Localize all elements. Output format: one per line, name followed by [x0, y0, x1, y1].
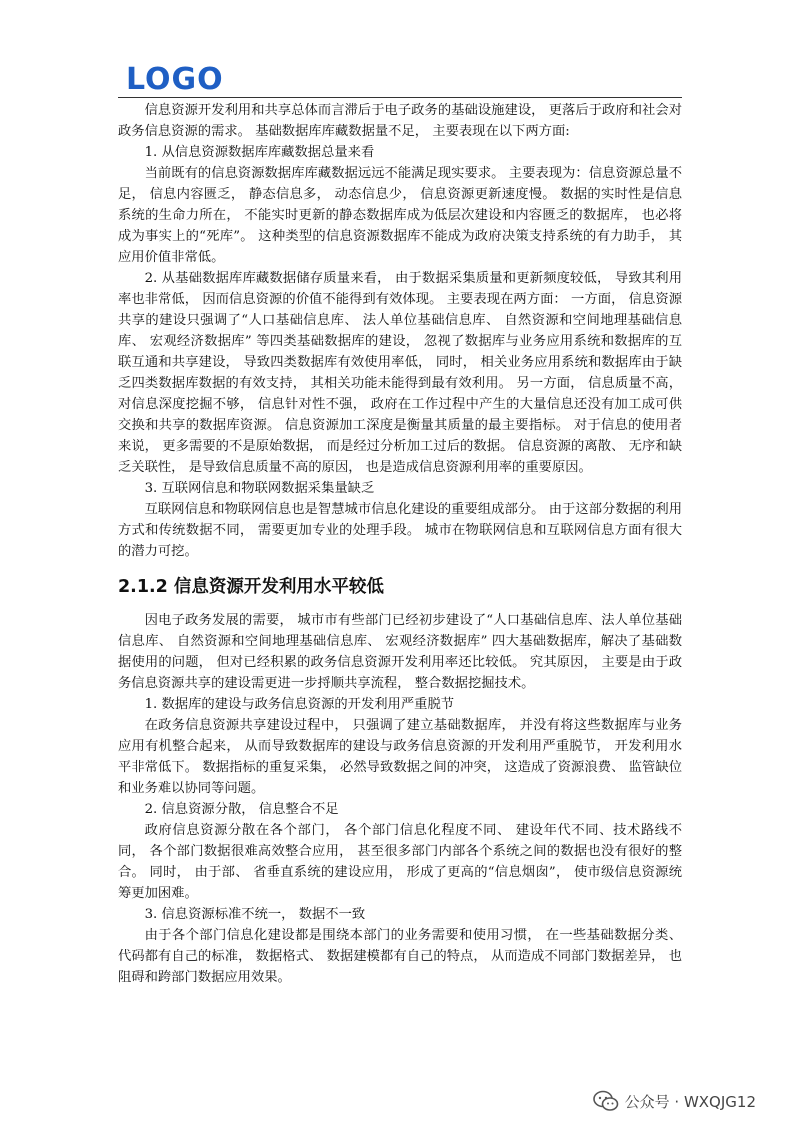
paragraph: 互联网信息和物联网信息也是智慧城市信息化建设的重要组成部分。 由于这部分数据的利用方式和传统数据不同， 需要更加专业的处理手段。 城市在物联网信息和互联网信息方面有很大的潜力可挖。 [118, 502, 682, 559]
list-item: 3. 互联网信息和物联网数据采集量缺乏 [144, 481, 375, 496]
header-rule [118, 97, 682, 98]
list-item: 1. 数据库的建设与政务信息资源的开发利用严重脱节 [144, 697, 455, 712]
paragraph: 因电子政务发展的需要， 城市市有些部门已经初步建设了“人口基础信息库、法人单位基础信息库、 自然资源和空间地理基础信息库、 宏观经济数据库” 四大基础数据库，解决了基础数据使用的问题， 但对已经积累的政务信息资源开发利用率还比较低。 究其原因， 主要是由于政务信息资源共享的建设需更进一步捋顺共享流程， 整合数据挖掘技术。 [118, 613, 682, 691]
document-body [118, 100, 682, 988]
list-item: 2. 信息资源分散， 信息整合不足 [144, 802, 339, 817]
watermark-text: 公众号 · WXQJG12 [624, 1092, 756, 1111]
paragraph: 在政务信息资源共享建设过程中， 只强调了建立基础数据库， 并没有将这些数据库与业务应用有机整合起来， 从而导致数据库的建设与政务信息资源的开发利用严重脱节， 开发利用水平非常低下。 数据指标的重复采集， 必然导致数据之间的冲突， 这造成了资源浪费、 监管缺位和业务难以协同等问题。 [118, 718, 682, 796]
paragraph: 由于各个部门信息化建设都是围绕本部门的业务需要和使用习惯， 在一些基础数据分类、 代码都有自己的标准， 数据格式、 数据建模都有自己的特点， 从而造成不同部门数据差异， 也阻碍和跨部门数据应用效果。 [118, 928, 682, 985]
wechat-icon [593, 1090, 619, 1112]
watermark [593, 1086, 756, 1116]
paragraph: 2. 从基础数据库库藏数据储存质量来看， 由于数据采集质量和更新频度较低， 导致其利用率也非常低， 因而信息资源的价值不能得到有效体现。 主要表现在两方面： 一方面， 信息资源共享的建设只强调了“人口基础信息库、 法人单位基础信息库、 自然资源和空间地理基础信息库、 宏观经济数据库” 等四类基础数据库的建设， 忽视了数据库与业务应用系统和数据库的互联互通和共享建设， 导致四类数据库有效使用率低， 同时， 相关业务应用系统和数据库由于缺乏四类数据库数据的有效支持， 其相关功能未能得到最有效利用。 另一方面， 信息质量不高， 对信息深度挖掘不够， 信息针对性不强， 政府在工作过程中产生的大量信息还没有加工成可供交换和共享的数据库资源。 信息资源加工深度是衡量其质量的最主要指标。 对于信息的使用者来说， 更多需要的不是原始数据， 而是经过分析加工过后的数据。 信息资源的离散、 无序和缺乏关联性， 是导致信息质量不高的原因， 也是造成信息资源利用率的重要原因。 [118, 271, 682, 475]
paragraph: 政府信息资源分散在各个部门， 各个部门信息化程度不同、 建设年代不同、技术路线不同， 各个部门数据很难高效整合应用， 甚至很多部门内部各个系统之间的数据也没有很好的整合。 同时， 由于部、 省垂直系统的建设应用， 形成了更高的“信息烟囱”， 使市级信息资源统筹更加困难。 [118, 823, 682, 901]
paragraph: 信息资源开发利用和共享总体而言滞后于电子政务的基础设施建设， 更落后于政府和社会对政务信息资源的需求。 基础数据库库藏数据量不足， 主要表现在以下两方面: [118, 103, 682, 139]
list-item: 1. 从信息资源数据库库藏数据总量来看 [144, 145, 375, 160]
section-heading: 2.1.2 信息资源开发利用水平较低 [118, 577, 384, 597]
paragraph: 当前既有的信息资源数据库库藏数据远远不能满足现实要求。 主要表现为：信息资源总量不足， 信息内容匮乏， 静态信息多， 动态信息少， 信息资源更新速度慢。 数据的实时性是信息系统的生命力所在， 不能实时更新的静态数据库成为低层次建设和内容匮乏的数据库， 也必将成为事实上的“死库”。 这种类型的信息资源数据库不能成为政府决策支持系统的有力助手， 其应用价值非常低。 [118, 166, 682, 265]
logo: LOGO [126, 62, 224, 97]
list-item: 3. 信息资源标准不统一， 数据不一致 [144, 907, 366, 922]
